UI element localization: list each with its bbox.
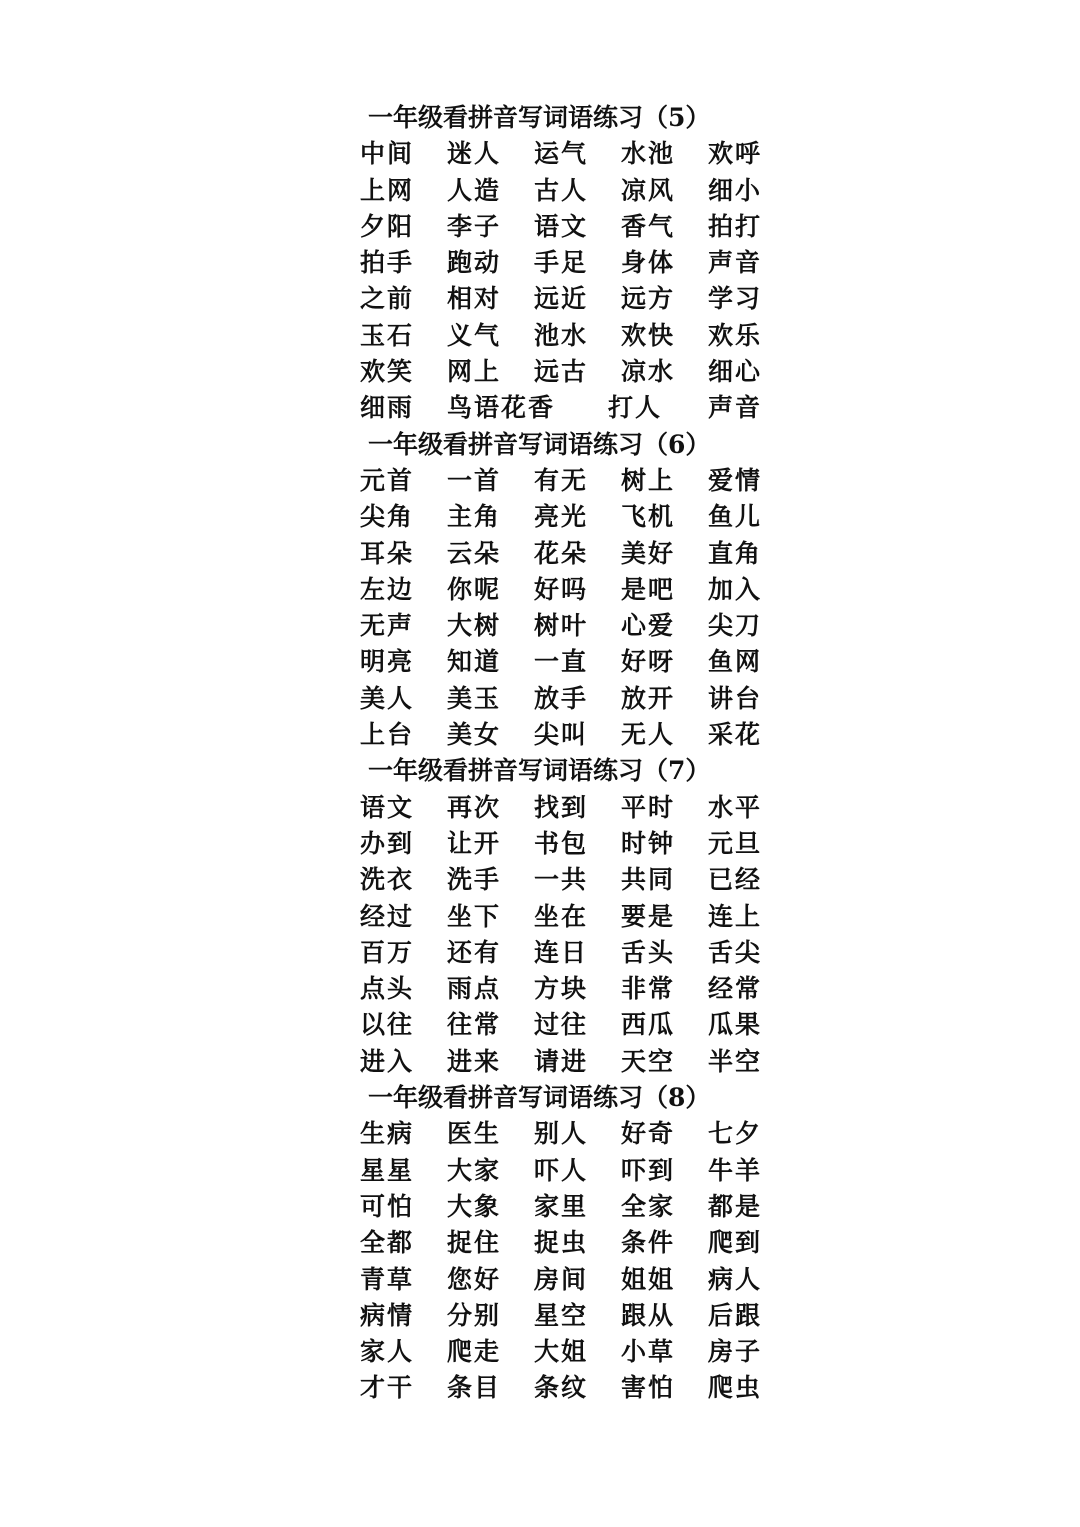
word: 语文: [534, 211, 589, 241]
word: 让开: [447, 828, 502, 858]
word: 病情: [360, 1300, 415, 1330]
word: 坐下: [447, 901, 502, 931]
word: 别人: [534, 1119, 589, 1149]
word: 是吧: [621, 574, 676, 604]
word: 星空: [534, 1300, 589, 1330]
word: 身体: [621, 248, 676, 278]
word: 拍手: [360, 248, 415, 278]
word-row: [360, 572, 820, 608]
word-row: [360, 1189, 820, 1225]
word: 跑动: [447, 248, 502, 278]
word: 云朵: [447, 538, 502, 568]
word: 点头: [360, 974, 415, 1004]
word: 连日: [534, 937, 589, 967]
word: 之前: [360, 284, 415, 314]
word: 主角: [447, 502, 502, 532]
word: 花朵: [534, 538, 589, 568]
word-row: [360, 354, 820, 390]
word: 池水: [534, 320, 589, 350]
word: 迷人: [447, 139, 502, 169]
word-row: [360, 499, 820, 535]
section-title: 一年级看拼音写词语练习（6）: [368, 429, 711, 459]
word: 水平: [708, 792, 763, 822]
word: 大家: [447, 1155, 502, 1185]
word: 中间: [360, 139, 415, 169]
word: 上网: [360, 175, 415, 205]
word: 细雨: [360, 393, 415, 423]
word: 美人: [360, 683, 415, 713]
word: 树叶: [534, 611, 589, 641]
word: 天空: [621, 1046, 676, 1076]
word: 明亮: [360, 647, 415, 677]
word-row: [360, 1334, 820, 1370]
word: 坐在: [534, 901, 589, 931]
word: 一首: [447, 465, 502, 495]
word: 好呀: [621, 647, 676, 677]
word: 无人: [621, 720, 676, 750]
word: 瓜果: [708, 1010, 763, 1040]
word: 雨点: [447, 974, 502, 1004]
word: 语文: [360, 792, 415, 822]
word: 捉虫: [534, 1228, 589, 1258]
word: 平时: [621, 792, 676, 822]
word-row: [360, 717, 820, 753]
word: 心爱: [621, 611, 676, 641]
word: 找到: [534, 792, 589, 822]
word: 手足: [534, 248, 589, 278]
word: 玉石: [360, 320, 415, 350]
word: 细小: [708, 175, 763, 205]
word: 远古: [534, 357, 589, 387]
word: 好吗: [534, 574, 589, 604]
word: 知道: [447, 647, 502, 677]
word: 树上: [621, 465, 676, 495]
word: 房子: [708, 1337, 763, 1367]
word: 直角: [708, 538, 763, 568]
word: 条目: [447, 1373, 502, 1403]
word-row: [360, 681, 820, 717]
word: 书包: [534, 828, 589, 858]
word: 您好: [447, 1264, 502, 1294]
word: 经过: [360, 901, 415, 931]
word: 尖刀: [708, 611, 763, 641]
word: 水池: [621, 139, 676, 169]
word-row: [360, 1298, 820, 1334]
word-row: [360, 1225, 820, 1261]
word: 全都: [360, 1228, 415, 1258]
word: 飞机: [621, 502, 676, 532]
word: 共同: [621, 865, 676, 895]
word-row: [360, 862, 820, 898]
word-row: [360, 245, 820, 281]
word: 房间: [534, 1264, 589, 1294]
word-row: [360, 971, 820, 1007]
word: 放开: [621, 683, 676, 713]
section-title: 一年级看拼音写词语练习（8）: [368, 1083, 711, 1113]
word-row: [360, 136, 820, 172]
word: 牛羊: [708, 1155, 763, 1185]
word: 相对: [447, 284, 502, 314]
word: 再次: [447, 792, 502, 822]
section-title: 一年级看拼音写词语练习（5）: [368, 103, 711, 132]
word: 跟从: [621, 1300, 676, 1330]
word-row: [360, 790, 820, 826]
word: 无声: [360, 611, 415, 641]
word: 办到: [360, 828, 415, 858]
word: 家里: [534, 1191, 589, 1221]
word: 美女: [447, 720, 502, 750]
word-row: [360, 1262, 820, 1298]
word: 亮光: [534, 502, 589, 532]
word: 舌尖: [708, 937, 763, 967]
word-row: [360, 1370, 820, 1406]
word: 姐姐: [621, 1264, 676, 1294]
word: 洗衣: [360, 865, 415, 895]
word: 分别: [447, 1300, 502, 1330]
word: 全家: [621, 1191, 676, 1221]
word: 请进: [534, 1046, 589, 1076]
word: 爱情: [708, 465, 763, 495]
word: 爬虫: [708, 1373, 763, 1403]
word-row: [360, 390, 820, 426]
word: 古人: [534, 175, 589, 205]
word: 生病: [360, 1119, 415, 1149]
word-row: [360, 826, 820, 862]
word-row: [360, 536, 820, 572]
word: 方块: [534, 974, 589, 1004]
word: 小草: [621, 1337, 676, 1367]
word: 病人: [708, 1264, 763, 1294]
word: 学习: [708, 284, 763, 314]
word: 元首: [360, 465, 415, 495]
word: 吓人: [534, 1155, 589, 1185]
word: 远近: [534, 284, 589, 314]
word: 美好: [621, 538, 676, 568]
word: 欢呼: [708, 139, 763, 169]
word: 打人: [608, 393, 663, 423]
word: 害怕: [621, 1373, 676, 1403]
word-row: [360, 608, 820, 644]
word: 尖角: [360, 502, 415, 532]
word: 还有: [447, 937, 502, 967]
word: 欢乐: [708, 320, 763, 350]
word: 你呢: [447, 574, 502, 604]
word: 欢快: [621, 320, 676, 350]
word-row: [360, 281, 820, 317]
word: 网上: [447, 357, 502, 387]
word: 百万: [360, 937, 415, 967]
word: 一直: [534, 647, 589, 677]
word: 凉水: [621, 357, 676, 387]
word: 采花: [708, 720, 763, 750]
word: 后跟: [708, 1300, 763, 1330]
word: 过往: [534, 1010, 589, 1040]
word: 李子: [447, 211, 502, 241]
word-row: [360, 318, 820, 354]
word: 元旦: [708, 828, 763, 858]
word: 捉住: [447, 1228, 502, 1258]
word-row: [360, 209, 820, 245]
word: 鸟语花香: [447, 393, 556, 423]
word: 凉风: [621, 175, 676, 205]
word: 香气: [621, 211, 676, 241]
word: 家人: [360, 1337, 415, 1367]
word: 欢笑: [360, 357, 415, 387]
word: 洗手: [447, 865, 502, 895]
word: 好奇: [621, 1119, 676, 1149]
word: 往常: [447, 1010, 502, 1040]
word: 夕阳: [360, 211, 415, 241]
word: 加入: [708, 574, 763, 604]
word: 吓到: [621, 1155, 676, 1185]
word: 细心: [708, 357, 763, 387]
word: 条件: [621, 1228, 676, 1258]
word: 尖叫: [534, 720, 589, 750]
word: 鱼儿: [708, 502, 763, 532]
word: 人造: [447, 175, 502, 205]
word-row: [360, 1153, 820, 1189]
word: 七夕: [708, 1119, 763, 1149]
word: 青草: [360, 1264, 415, 1294]
word-row: [360, 644, 820, 680]
word: 星星: [360, 1155, 415, 1185]
word: 有无: [534, 465, 589, 495]
word-row: [360, 899, 820, 935]
word: 声音: [708, 248, 763, 278]
word: 耳朵: [360, 538, 415, 568]
worksheet: [360, 100, 820, 1407]
word: 连上: [708, 901, 763, 931]
word: 时钟: [621, 828, 676, 858]
word: 大姐: [534, 1337, 589, 1367]
word: 拍打: [708, 211, 763, 241]
word: 远方: [621, 284, 676, 314]
word-row: [360, 173, 820, 209]
word: 非常: [621, 974, 676, 1004]
section-title: 一年级看拼音写词语练习（7）: [368, 756, 711, 786]
word-row: [360, 463, 820, 499]
word: 已经: [708, 865, 763, 895]
word: 进入: [360, 1046, 415, 1076]
word: 放手: [534, 683, 589, 713]
word: 上台: [360, 720, 415, 750]
word: 义气: [447, 320, 502, 350]
word: 大象: [447, 1191, 502, 1221]
word: 一共: [534, 865, 589, 895]
word: 都是: [708, 1191, 763, 1221]
word: 进来: [447, 1046, 502, 1076]
word: 爬走: [447, 1337, 502, 1367]
word: 以往: [360, 1010, 415, 1040]
word: 舌头: [621, 937, 676, 967]
word: 讲台: [708, 683, 763, 713]
word: 运气: [534, 139, 589, 169]
word: 半空: [708, 1046, 763, 1076]
word-row: [360, 1044, 820, 1080]
word: 条纹: [534, 1373, 589, 1403]
word: 医生: [447, 1119, 502, 1149]
word: 西瓜: [621, 1010, 676, 1040]
word: 可怕: [360, 1191, 415, 1221]
word: 左边: [360, 574, 415, 604]
word: 要是: [621, 901, 676, 931]
word: 鱼网: [708, 647, 763, 677]
word: 大树: [447, 611, 502, 641]
word: 美玉: [447, 683, 502, 713]
word: 经常: [708, 974, 763, 1004]
word-row: [360, 935, 820, 971]
word: 才干: [360, 1373, 415, 1403]
word: 爬到: [708, 1228, 763, 1258]
word: 声音: [708, 393, 763, 423]
word-row: [360, 1116, 820, 1152]
word-row: [360, 1007, 820, 1043]
